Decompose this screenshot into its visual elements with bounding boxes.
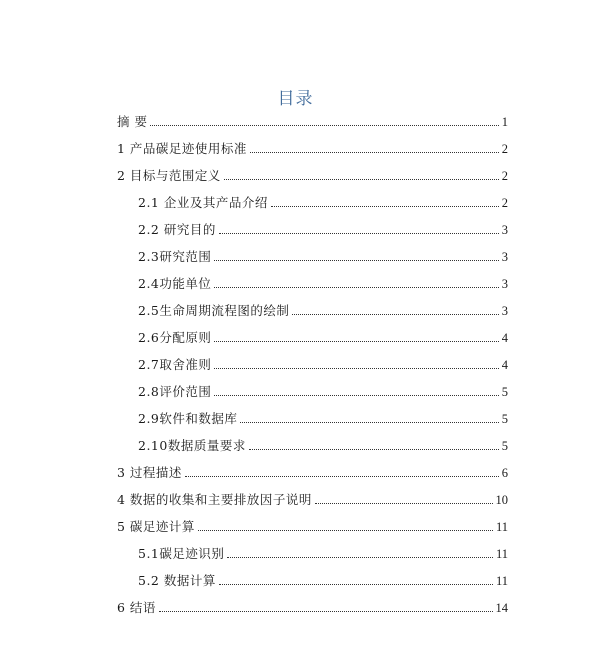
- toc-entry-page: 5: [501, 385, 508, 399]
- toc-entry-label: 6 结语: [117, 600, 156, 615]
- toc-dot-leader: [214, 287, 498, 288]
- toc-entry-label: 摘 要: [117, 114, 148, 129]
- toc-title: 目录: [277, 89, 314, 109]
- toc-entry[interactable]: [138, 272, 508, 292]
- toc-entry[interactable]: [138, 218, 508, 238]
- toc-dot-leader: [214, 260, 498, 261]
- toc-entry[interactable]: [138, 542, 508, 562]
- toc-entry-page: 2: [501, 142, 508, 156]
- toc-dot-leader: [249, 449, 499, 450]
- toc-entry-page: 3: [501, 250, 508, 264]
- toc-dot-leader: [219, 233, 499, 234]
- toc-entry-page: 5: [501, 439, 508, 453]
- toc-entry-page: 6: [501, 466, 508, 480]
- toc-entry-page: 10: [495, 493, 508, 507]
- toc-entry-label: 2.4功能单位: [138, 276, 212, 291]
- toc-dot-leader: [315, 503, 493, 504]
- toc-entry-label: 4 数据的收集和主要排放因子说明: [117, 492, 312, 507]
- toc-entry-page: 11: [495, 520, 508, 534]
- toc-entry-page: 11: [495, 547, 508, 561]
- toc-dot-leader: [214, 368, 498, 369]
- toc-entry-page: 14: [495, 601, 508, 615]
- toc-entry-label: 2.1 企业及其产品介绍: [138, 195, 268, 210]
- toc-entry[interactable]: [117, 515, 508, 535]
- toc-entry-label: 2.5生命周期流程图的绘制: [138, 303, 290, 318]
- toc-entry[interactable]: [117, 596, 508, 616]
- toc-entry[interactable]: [138, 434, 508, 454]
- toc-entry[interactable]: [117, 137, 508, 157]
- toc-entry-page: 4: [501, 358, 508, 372]
- toc-entry-page: 2: [501, 196, 508, 210]
- toc-entry[interactable]: [138, 353, 508, 373]
- toc-dot-leader: [224, 179, 499, 180]
- toc-entry-label: 2.8评价范围: [138, 384, 212, 399]
- toc-entry-label: 2.9软件和数据库: [138, 411, 238, 426]
- toc-dot-leader: [214, 341, 498, 342]
- toc-entry[interactable]: [138, 245, 508, 265]
- toc-entry-label: 3 过程描述: [117, 465, 182, 480]
- toc-dot-leader: [271, 206, 499, 207]
- toc-entry-label: 2.6分配原则: [138, 330, 212, 345]
- toc-entry-page: 5: [501, 412, 508, 426]
- toc-dot-leader: [227, 557, 493, 558]
- toc-entry[interactable]: [138, 326, 508, 346]
- toc-dot-leader: [159, 611, 493, 612]
- toc-entry-label: 2.10数据质量要求: [138, 438, 246, 453]
- toc-entry-page: 1: [501, 115, 508, 129]
- toc-dot-leader: [150, 125, 498, 126]
- toc-entry-page: 2: [501, 169, 508, 183]
- toc-dot-leader: [250, 152, 499, 153]
- toc-entry[interactable]: [117, 461, 508, 481]
- toc-entry[interactable]: [138, 569, 508, 589]
- toc-dot-leader: [198, 530, 493, 531]
- toc-dot-leader: [292, 314, 498, 315]
- toc-entry-page: 3: [501, 277, 508, 291]
- toc-dot-leader: [185, 476, 499, 477]
- toc-entry[interactable]: [138, 407, 508, 427]
- toc-entry-page: 3: [501, 304, 508, 318]
- toc-dot-leader: [214, 395, 498, 396]
- toc-entry[interactable]: [117, 110, 508, 130]
- toc-dot-leader: [219, 584, 493, 585]
- toc-entry-label: 2 目标与范围定义: [117, 168, 221, 183]
- toc-entry-label: 2.2 研究目的: [138, 222, 216, 237]
- toc-entry-label: 5 碳足迹计算: [117, 519, 195, 534]
- toc-entry-label: 2.7取舍准则: [138, 357, 212, 372]
- toc-entry-page: 4: [501, 331, 508, 345]
- toc-entry-label: 5.2 数据计算: [138, 573, 216, 588]
- toc-entry-label: 1 产品碳足迹使用标准: [117, 141, 247, 156]
- toc-entry[interactable]: [117, 164, 508, 184]
- toc-dot-leader: [240, 422, 498, 423]
- toc-entry[interactable]: [138, 380, 508, 400]
- toc-entry[interactable]: [138, 299, 508, 319]
- toc-entry-page: 11: [495, 574, 508, 588]
- toc-entry[interactable]: [117, 488, 508, 508]
- toc-entry[interactable]: [138, 191, 508, 211]
- toc-entry-page: 3: [501, 223, 508, 237]
- toc-entry-label: 2.3研究范围: [138, 249, 212, 264]
- toc-entry-label: 5.1碳足迹识别: [138, 546, 225, 561]
